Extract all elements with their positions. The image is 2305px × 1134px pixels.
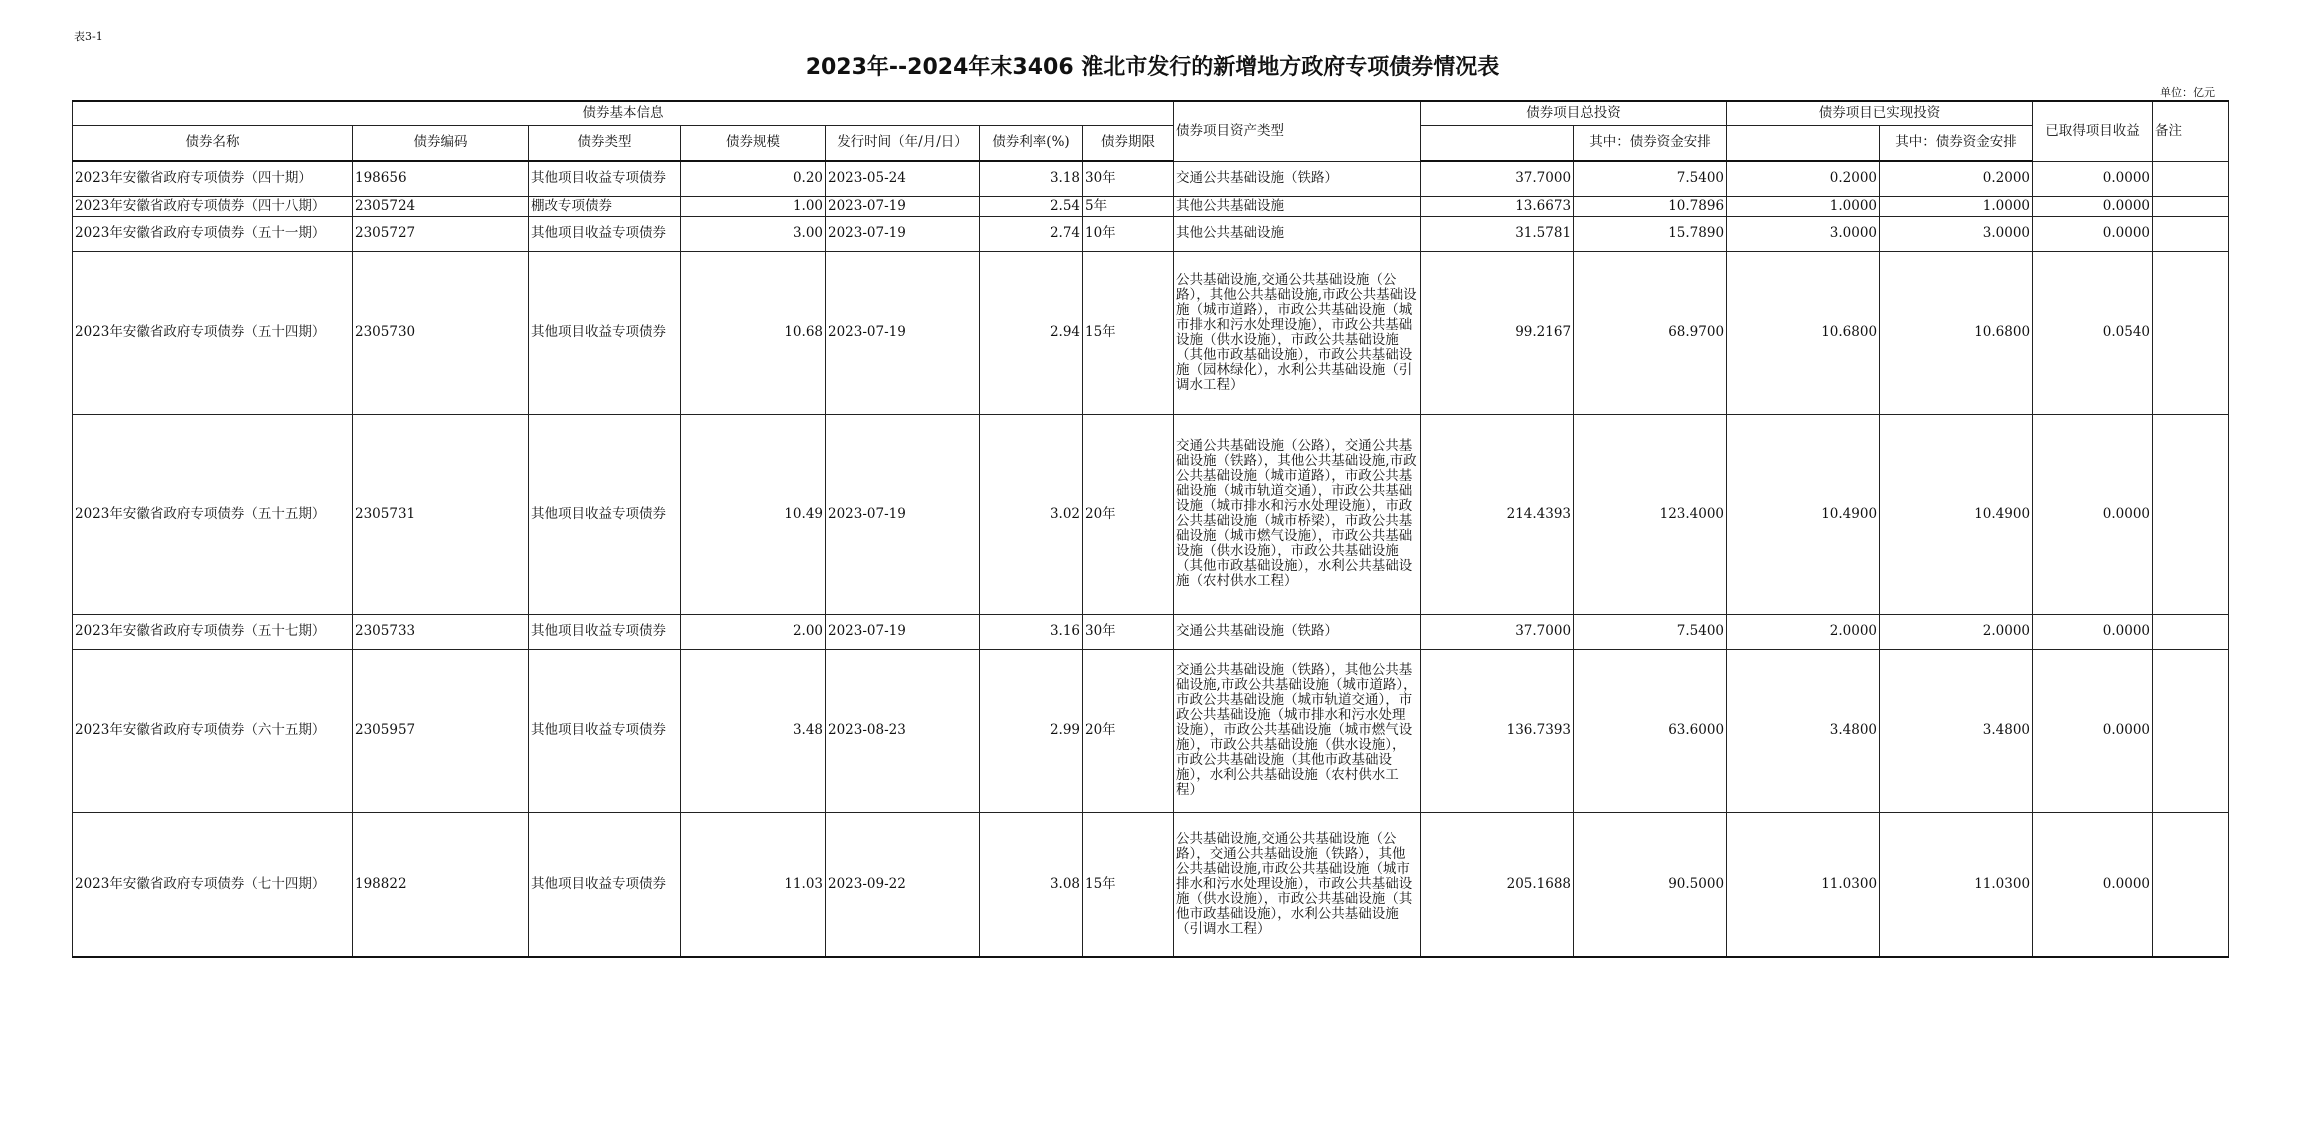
cell-scale: 2.00 <box>681 614 826 649</box>
cell-scale: 1.00 <box>681 196 826 216</box>
cell-realized-bond: 3.4800 <box>1880 649 2033 812</box>
cell-code: 198822 <box>353 812 529 957</box>
cell-realized: 10.6800 <box>1727 251 1880 414</box>
cell-rate: 3.16 <box>980 614 1083 649</box>
cell-income: 0.0000 <box>2033 196 2153 216</box>
cell-term: 15年 <box>1083 251 1174 414</box>
cell-realized: 1.0000 <box>1727 196 1880 216</box>
cell-total-bond: 63.6000 <box>1574 649 1727 812</box>
cell-rate: 3.08 <box>980 812 1083 957</box>
cell-total: 205.1688 <box>1421 812 1574 957</box>
cell-total-bond: 7.5400 <box>1574 614 1727 649</box>
cell-remark <box>2153 649 2229 812</box>
cell-total-bond: 10.7896 <box>1574 196 1727 216</box>
cell-name: 2023年安徽省政府专项债券（四十期） <box>73 161 353 196</box>
header-scale: 债券规模 <box>681 125 826 161</box>
cell-realized-bond: 10.4900 <box>1880 414 2033 614</box>
unit-label: 单位：亿元 <box>2160 86 2215 99</box>
cell-remark <box>2153 196 2229 216</box>
header-name: 债券名称 <box>73 125 353 161</box>
table-row <box>73 196 2229 216</box>
cell-type: 其他项目收益专项债券 <box>529 812 681 957</box>
cell-total-bond: 68.9700 <box>1574 251 1727 414</box>
cell-term: 20年 <box>1083 414 1174 614</box>
cell-total: 99.2167 <box>1421 251 1574 414</box>
cell-code: 198656 <box>353 161 529 196</box>
cell-total-bond: 90.5000 <box>1574 812 1727 957</box>
header-remark: 备注 <box>2153 101 2229 161</box>
header-issue-date: 发行时间（年/月/日） <box>826 125 980 161</box>
cell-total-bond: 7.5400 <box>1574 161 1727 196</box>
cell-name: 2023年安徽省政府专项债券（五十五期） <box>73 414 353 614</box>
cell-scale: 3.48 <box>681 649 826 812</box>
cell-type: 其他项目收益专项债券 <box>529 614 681 649</box>
cell-code: 2305730 <box>353 251 529 414</box>
cell-assets: 交通公共基础设施（铁路） <box>1174 614 1421 649</box>
table-row <box>73 161 2229 196</box>
cell-rate: 3.18 <box>980 161 1083 196</box>
cell-total-bond: 15.7890 <box>1574 216 1727 251</box>
cell-realized: 3.0000 <box>1727 216 1880 251</box>
header-group-basic: 债券基本信息 <box>73 101 1174 125</box>
cell-realized: 2.0000 <box>1727 614 1880 649</box>
cell-remark <box>2153 614 2229 649</box>
cell-term: 30年 <box>1083 161 1174 196</box>
cell-income: 0.0000 <box>2033 614 2153 649</box>
sheet-label: 表3-1 <box>74 30 103 43</box>
cell-code: 2305957 <box>353 649 529 812</box>
cell-date: 2023-07-19 <box>826 614 980 649</box>
table-row <box>73 812 2229 957</box>
cell-realized: 0.2000 <box>1727 161 1880 196</box>
header-total-invest-blank <box>1421 125 1574 161</box>
cell-realized: 10.4900 <box>1727 414 1880 614</box>
cell-assets: 公共基础设施,交通公共基础设施（公路），交通公共基础设施（铁路），其他公共基础设施,市政公共基础设施（城市排水和污水处理设施），市政公共基础设施（供水设施），市政公共基础设施（其他市政基础设施），水利公共基础设施（引调水工程） <box>1174 812 1421 957</box>
cell-realized-bond: 10.6800 <box>1880 251 2033 414</box>
header-rate: 债券利率(%) <box>980 125 1083 161</box>
cell-realized-bond: 0.2000 <box>1880 161 2033 196</box>
cell-type: 其他项目收益专项债券 <box>529 216 681 251</box>
cell-date: 2023-05-24 <box>826 161 980 196</box>
cell-scale: 11.03 <box>681 812 826 957</box>
cell-realized: 11.0300 <box>1727 812 1880 957</box>
cell-code: 2305733 <box>353 614 529 649</box>
cell-code: 2305731 <box>353 414 529 614</box>
cell-name: 2023年安徽省政府专项债券（五十四期） <box>73 251 353 414</box>
cell-code: 2305727 <box>353 216 529 251</box>
cell-type: 其他项目收益专项债券 <box>529 649 681 812</box>
cell-total: 136.7393 <box>1421 649 1574 812</box>
table-row <box>73 414 2229 614</box>
cell-rate: 2.99 <box>980 649 1083 812</box>
page-title: 2023年--2024年末3406 淮北市发行的新增地方政府专项债券情况表 <box>805 55 1500 80</box>
cell-date: 2023-09-22 <box>826 812 980 957</box>
cell-rate: 3.02 <box>980 414 1083 614</box>
cell-type: 棚改专项债券 <box>529 196 681 216</box>
cell-rate: 2.94 <box>980 251 1083 414</box>
header-code: 债券编码 <box>353 125 529 161</box>
cell-remark <box>2153 414 2229 614</box>
header-group-total-invest: 债券项目总投资 <box>1421 101 1727 125</box>
cell-scale: 10.68 <box>681 251 826 414</box>
cell-term: 10年 <box>1083 216 1174 251</box>
cell-total-bond: 123.4000 <box>1574 414 1727 614</box>
cell-income: 0.0000 <box>2033 812 2153 957</box>
cell-realized-bond: 11.0300 <box>1880 812 2033 957</box>
cell-date: 2023-07-19 <box>826 251 980 414</box>
cell-term: 15年 <box>1083 812 1174 957</box>
cell-type: 其他项目收益专项债券 <box>529 414 681 614</box>
cell-remark <box>2153 161 2229 196</box>
cell-assets: 交通公共基础设施（铁路），其他公共基础设施,市政公共基础设施（城市道路），市政公共基础设施（城市轨道交通），市政公共基础设施（城市排水和污水处理设施），市政公共基础设施（城市燃气设施），市政公共基础设施（供水设施），市政公共基础设施（其他市政基础设施），水利公共基础设施（农村供水工程） <box>1174 649 1421 812</box>
header-realized-invest-blank <box>1727 125 1880 161</box>
cell-realized-bond: 1.0000 <box>1880 196 2033 216</box>
cell-type: 其他项目收益专项债券 <box>529 161 681 196</box>
cell-remark <box>2153 251 2229 414</box>
cell-realized-bond: 2.0000 <box>1880 614 2033 649</box>
header-type: 债券类型 <box>529 125 681 161</box>
cell-date: 2023-08-23 <box>826 649 980 812</box>
cell-code: 2305724 <box>353 196 529 216</box>
cell-total: 214.4393 <box>1421 414 1574 614</box>
cell-remark <box>2153 812 2229 957</box>
cell-term: 5年 <box>1083 196 1174 216</box>
table-row <box>73 216 2229 251</box>
cell-assets: 其他公共基础设施 <box>1174 196 1421 216</box>
cell-type: 其他项目收益专项债券 <box>529 251 681 414</box>
cell-name: 2023年安徽省政府专项债券（四十八期） <box>73 196 353 216</box>
cell-total: 37.7000 <box>1421 614 1574 649</box>
header-term: 债券期限 <box>1083 125 1174 161</box>
cell-remark <box>2153 216 2229 251</box>
cell-date: 2023-07-19 <box>826 414 980 614</box>
cell-income: 0.0000 <box>2033 649 2153 812</box>
bond-table <box>72 100 2229 958</box>
cell-name: 2023年安徽省政府专项债券（五十一期） <box>73 216 353 251</box>
cell-assets: 交通公共基础设施（公路），交通公共基础设施（铁路），其他公共基础设施,市政公共基础设施（城市道路），市政公共基础设施（城市轨道交通），市政公共基础设施（城市排水和污水处理设施），市政公共基础设施（城市桥梁），市政公共基础设施（城市燃气设施），市政公共基础设施（供水设施），市政公共基础设施（其他市政基础设施），水利公共基础设施（农村供水工程） <box>1174 414 1421 614</box>
table-row <box>73 649 2229 812</box>
cell-date: 2023-07-19 <box>826 216 980 251</box>
cell-term: 30年 <box>1083 614 1174 649</box>
header-asset-type: 债券项目资产类型 <box>1174 101 1421 161</box>
cell-realized: 3.4800 <box>1727 649 1880 812</box>
cell-assets: 其他公共基础设施 <box>1174 216 1421 251</box>
cell-name: 2023年安徽省政府专项债券（七十四期） <box>73 812 353 957</box>
cell-scale: 3.00 <box>681 216 826 251</box>
table-row <box>73 614 2229 649</box>
cell-income: 0.0000 <box>2033 161 2153 196</box>
cell-name: 2023年安徽省政府专项债券（五十七期） <box>73 614 353 649</box>
cell-rate: 2.74 <box>980 216 1083 251</box>
cell-income: 0.0000 <box>2033 414 2153 614</box>
cell-date: 2023-07-19 <box>826 196 980 216</box>
cell-scale: 10.49 <box>681 414 826 614</box>
cell-total: 37.7000 <box>1421 161 1574 196</box>
cell-total: 13.6673 <box>1421 196 1574 216</box>
cell-assets: 交通公共基础设施（铁路） <box>1174 161 1421 196</box>
cell-rate: 2.54 <box>980 196 1083 216</box>
cell-income: 0.0000 <box>2033 216 2153 251</box>
header-of-which-bond-realized: 其中：债券资金安排 <box>1880 125 2033 161</box>
header-of-which-bond-total: 其中：债券资金安排 <box>1574 125 1727 161</box>
cell-name: 2023年安徽省政府专项债券（六十五期） <box>73 649 353 812</box>
cell-income: 0.0540 <box>2033 251 2153 414</box>
cell-scale: 0.20 <box>681 161 826 196</box>
cell-total: 31.5781 <box>1421 216 1574 251</box>
header-group-realized-invest: 债券项目已实现投资 <box>1727 101 2033 125</box>
cell-term: 20年 <box>1083 649 1174 812</box>
header-income: 已取得项目收益 <box>2033 101 2153 161</box>
table-row <box>73 251 2229 414</box>
cell-assets: 公共基础设施,交通公共基础设施（公路），其他公共基础设施,市政公共基础设施（城市道路），市政公共基础设施（城市排水和污水处理设施），市政公共基础设施（供水设施），市政公共基础设施（其他市政基础设施），市政公共基础设施（园林绿化），水利公共基础设施（引调水工程） <box>1174 251 1421 414</box>
cell-realized-bond: 3.0000 <box>1880 216 2033 251</box>
